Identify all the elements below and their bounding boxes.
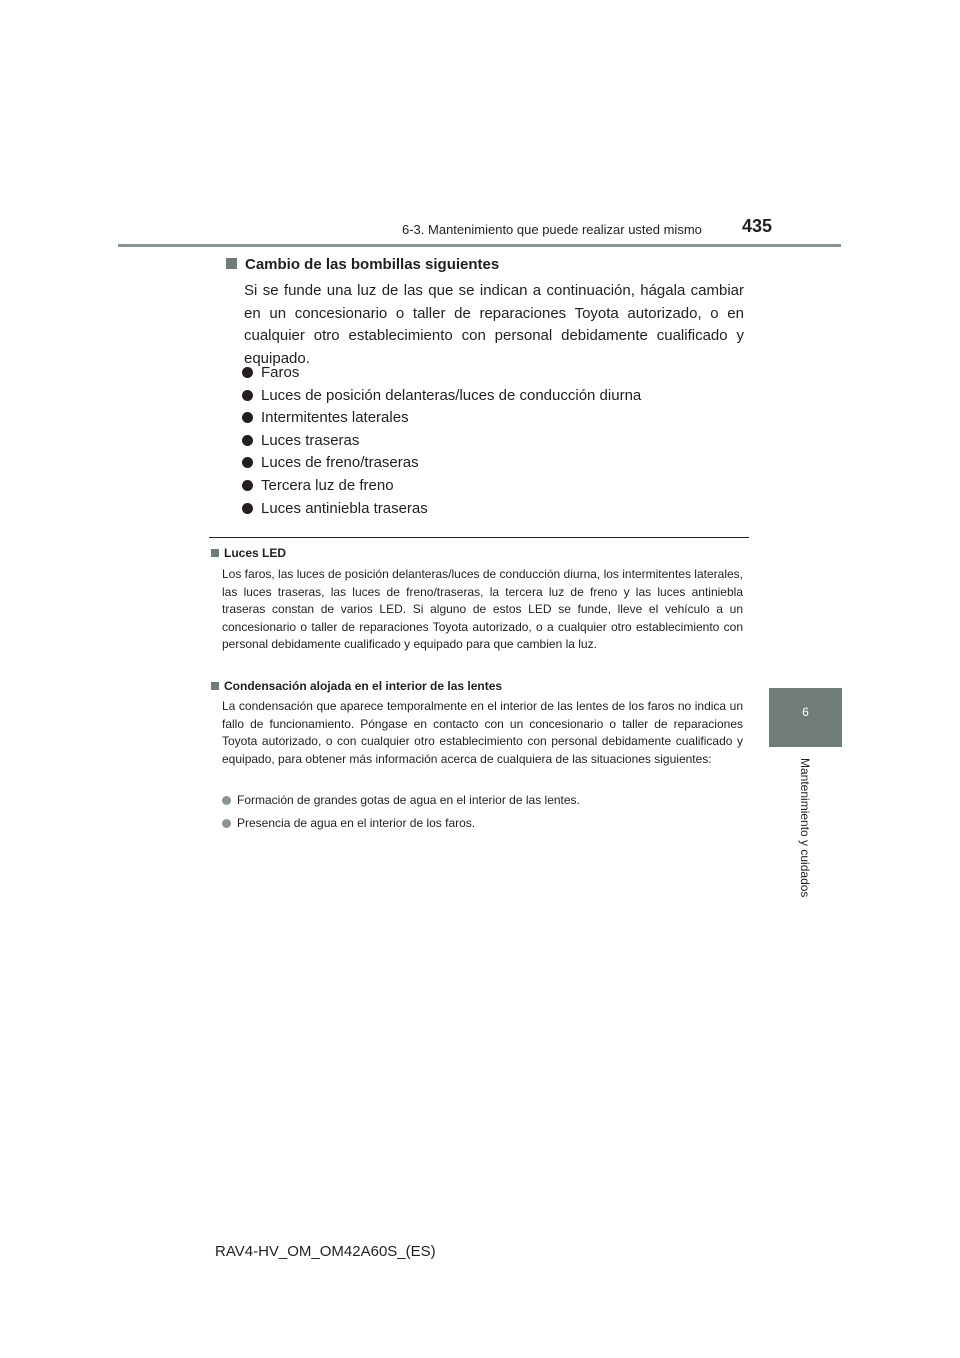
section-heading-text: Cambio de las bombillas siguientes: [245, 256, 500, 273]
list-item: Formación de grandes gotas de agua en el interior de las lentes.: [222, 793, 580, 807]
chapter-tab-number: 6: [802, 705, 809, 719]
list-item: Presencia de agua en el interior de los faros.: [222, 816, 475, 830]
section-paragraph: Si se funde una luz de las que se indican a continuación, hágala cambiar en un concesionario o taller de reparaciones Toyota autorizado, o en cualquier otro establecimiento con personal debidamente cualificado y equipado.: [244, 282, 744, 367]
list-item: Luces de posición delanteras/luces de conducción diurna: [242, 385, 641, 408]
bullet-dot-icon: [242, 435, 253, 446]
bullet-dot-icon: [222, 819, 231, 828]
bullet-dot-icon: [242, 480, 253, 491]
list-item: Tercera luz de freno: [242, 475, 641, 498]
note-condensation-title: Condensación alojada en el interior de las lentes: [211, 679, 502, 693]
list-item: Faros: [242, 362, 641, 385]
page-number: 435: [742, 216, 773, 236]
note-led-title: Luces LED: [211, 546, 286, 560]
bullet-dot-icon: [242, 412, 253, 423]
note-condensation-body: La condensación que aparece temporalmente en el interior de las lentes de los faros no indica un fallo de funcionamiento. Póngase en contacto con un concesionario o taller de reparaciones Toyota autorizado, o con cualquier otro establecimiento con personal debidamente cualificado y equipado, para obtener más información acerca de cualquiera de las situaciones siguientes:: [222, 699, 743, 766]
list-item: Luces antiniebla traseras: [242, 498, 641, 521]
bullet-dot-icon: [242, 367, 253, 378]
note-led-body: Los faros, las luces de posición delanteras/luces de conducción diurna, los intermitentes laterales, las luces traseras, las luces de freno/traseras, la tercera luz de freno y las luces antiniebla traseras constan de varios LED. Si alguno de estos LED se funde, lleve el vehículo a un concesionario o taller de reparaciones Toyota autorizado, o a cualquier otro establecimiento con personal debidamente cualificado y equipado para que cambien la luz.: [222, 567, 743, 651]
chapter-tab-label: Mantenimiento y cuidados: [798, 758, 812, 898]
header-divider: [118, 244, 841, 247]
list-item: Luces traseras: [242, 430, 641, 453]
bulb-list: [242, 362, 641, 520]
document-code: RAV4-HV_OM_OM42A60S_(ES): [215, 1243, 436, 1260]
list-item: Intermitentes laterales: [242, 407, 641, 430]
square-bullet-icon: [211, 549, 219, 557]
section-heading: [226, 256, 499, 273]
bullet-dot-icon: [242, 503, 253, 514]
list-item: Luces de freno/traseras: [242, 452, 641, 475]
notes-divider: [209, 537, 749, 538]
square-bullet-icon: [211, 682, 219, 690]
square-bullet-icon: [226, 258, 237, 269]
bullet-dot-icon: [242, 390, 253, 401]
bullet-dot-icon: [242, 457, 253, 468]
header-section-title: 6-3. Mantenimiento que puede realizar usted mismo: [402, 222, 702, 237]
bullet-dot-icon: [222, 796, 231, 805]
